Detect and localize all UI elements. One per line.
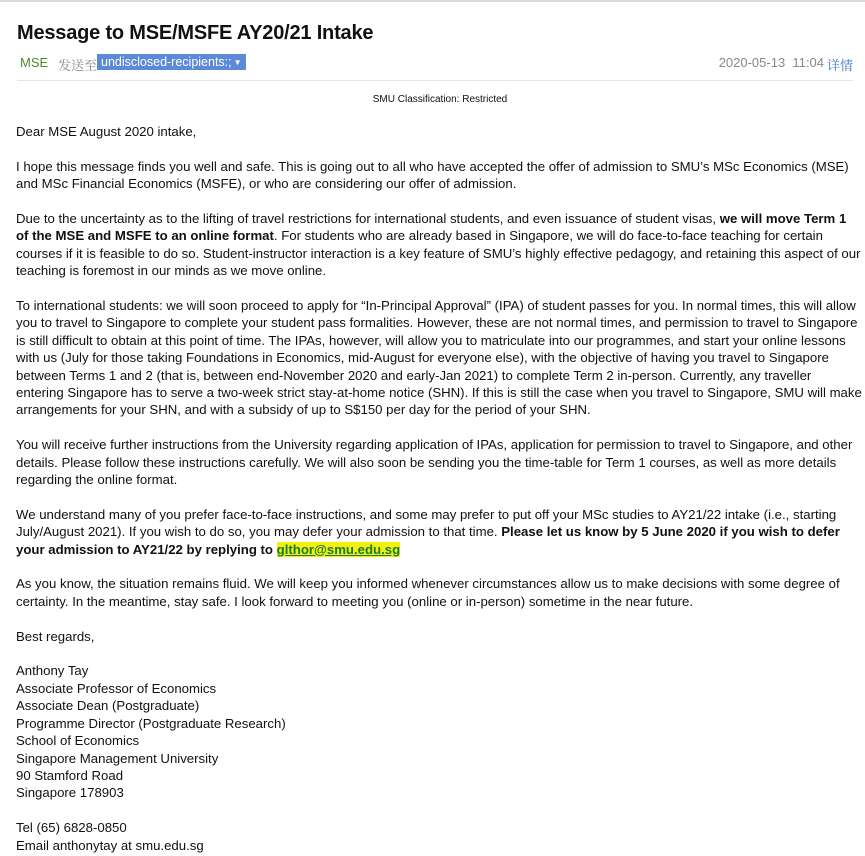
paragraph-closing-remarks: As you know, the situation remains fluid. We will keep you informed whenever circumstances allow us to make decisions with some degree of certainty. In the meantime, stay safe. I look forward to meeting you (online or in-person) sometime in the near future.	[16, 576, 840, 609]
signature-line: Associate Professor of Economics	[16, 680, 217, 696]
signature-name: Anthony Tay	[16, 663, 89, 679]
signature-block	[16, 662, 862, 801]
email-timestamp	[719, 55, 824, 70]
paragraph-online-format: Due to the uncertainty as to the lifting of travel restrictions for international students, and even issuance of student visas, we will move Term 1 of the MSE and MSFE to an online format. For students who are already based in Singapore, we will do face-to-face teaching for certain courses if it is feasible to do so. Student-instructor interaction is a key feature of SMU’s highly effective pedagogy, and retaining this aspect of our teaching is foremost in our minds as we move online.	[16, 211, 861, 279]
online-format-emphasis: we will move Term 1 of the MSE and MSFE to an online format	[16, 211, 847, 244]
sent-to-label: 发送至	[58, 58, 98, 73]
email-body	[16, 123, 862, 854]
closing: Best regards,	[16, 628, 95, 644]
header-divider	[17, 80, 853, 81]
signature-line: Singapore 178903	[16, 785, 124, 801]
chevron-down-icon: ▼	[233, 57, 242, 67]
email-time: 11:04	[792, 55, 824, 70]
sender-name[interactable]: MSE	[20, 55, 49, 70]
signature-line: School of Economics	[16, 733, 140, 749]
signature-line: Programme Director (Postgraduate Research)	[16, 715, 286, 731]
signature-email: Email anthonytay at smu.edu.sg	[16, 837, 204, 853]
deferral-emphasis: Please let us know by 5 June 2020 if you wish to defer your admission to AY21/22 by replying to	[16, 524, 840, 557]
paragraph-international: To international students: we will soon proceed to apply for “In-Principal Approval” (IPA) of student passes for you. In normal times, this will allow you to travel to Singapore to complete your student pass formalities. However, these are not normal times, and permission to travel to Singapore is still difficult to obtain at this point of time. The IPAs, however, will allow you to matriculate into our programmes, and start your online lessons with us (July for those taking Foundations in Economics, mid-August for everyone else), with the objective of having you travel to Singapore between Terms 1 and 2 (that is, between end-November 2020 and early-Jan 2021) to complete Term 2 in-person. Currently, any traveller entering Singapore has to serve a two-week strict stay-at-home notice (SHN). If this is still the case when you travel to Singapore, SMU will make arrangements for your SHN, and with a subsidy of up to S$150 per day for the period of your SHN.	[16, 298, 862, 418]
paragraph-intro: I hope this message finds you well and safe. This is going out to all who have accepted the offer of admission to SMU’s MSc Economics (MSE) and MSc Financial Economics (MSFE), or who are considering our offer of admission.	[16, 158, 849, 192]
signature-line: Singapore Management University	[16, 750, 219, 766]
email-date: 2020-05-13	[718, 55, 786, 70]
top-border	[0, 0, 865, 2]
signature-line: 90 Stamford Road	[16, 767, 124, 783]
email-meta-row	[17, 53, 853, 73]
recipient-chip[interactable]	[97, 54, 246, 70]
email-subject: Message to MSE/MSFE AY20/21 Intake	[17, 22, 374, 44]
signature-tel: Tel (65) 6828-0850	[16, 820, 127, 836]
reply-email-link[interactable]: glthor@smu.edu.sg	[276, 541, 401, 557]
greeting: Dear MSE August 2020 intake,	[16, 124, 197, 139]
contact-block	[16, 819, 862, 854]
signature-line: Associate Dean (Postgraduate)	[16, 698, 200, 714]
paragraph-instructions: You will receive further instructions from the University regarding application of IPAs, application for permission to travel to Singapore, and other details. Please follow these instructions carefully. We will also soon be sending you the time-table for Term 1 courses, as well as more details regarding the online format.	[16, 437, 853, 488]
details-link[interactable]: 详情	[826, 58, 853, 73]
paragraph-deferral: We understand many of you prefer face-to-face instructions, and some may prefer to put off your MSc studies to AY21/22 intake (i.e., starting July/August 2021). If you wish to do so, you may defer your admission to that time. Please let us know by 5 June 2020 if you wish to defer your admission to AY21/22 by replying to glthor@smu.edu.sg	[16, 506, 840, 557]
classification-label: SMU Classification: Restricted	[372, 94, 508, 105]
recipient-text: undisclosed-recipients:;	[101, 55, 232, 69]
